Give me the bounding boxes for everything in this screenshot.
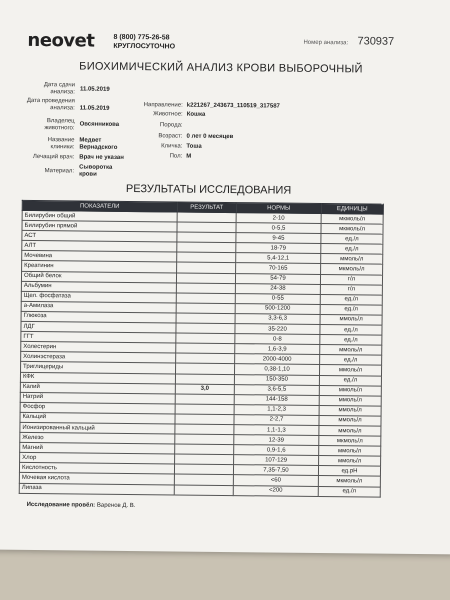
- unit-cell: ммоль/л: [319, 365, 381, 376]
- norm-cell: <60: [233, 475, 318, 486]
- phone-number: 8 (800) 775-26-58: [113, 33, 170, 42]
- doctor-value: Врач не указан: [79, 154, 124, 161]
- unit-cell: мкмоль/л: [318, 476, 380, 487]
- material-label: Материал:: [44, 168, 75, 175]
- unit-cell: мкмоль/л: [321, 213, 383, 224]
- result-cell: [175, 444, 234, 455]
- result-cell: [176, 363, 235, 374]
- owner-label: Владелец животного:: [44, 118, 75, 132]
- norm-cell: 3,3-6,3: [235, 314, 320, 325]
- norm-cell: 2-2,7: [234, 414, 319, 425]
- norm-cell: 70-165: [236, 263, 321, 274]
- indicator-cell: Кислотность: [19, 463, 174, 475]
- indicator-cell: а-Амилаза: [21, 301, 176, 313]
- norm-cell: 107-129: [234, 455, 319, 466]
- indicator-cell: Фосфор: [20, 402, 175, 414]
- indicator-cell: Альбумин: [21, 281, 176, 293]
- unit-cell: ммоль/л: [319, 405, 381, 416]
- date-analysis-value: 11.05.2019: [79, 105, 110, 112]
- indicator-cell: Общий белок: [21, 271, 176, 283]
- phone-block: [113, 33, 175, 52]
- indicator-cell: КФК: [20, 372, 175, 384]
- norm-cell: <200: [233, 485, 318, 496]
- indicator-cell: Холинэстераза: [21, 352, 176, 364]
- date-analysis-label: Дата проведения анализа:: [26, 97, 75, 112]
- result-cell: [174, 485, 233, 496]
- direction-value: k221267_243673_110519_317587: [186, 102, 280, 110]
- unit-cell: ед.pH: [318, 466, 380, 477]
- norm-cell: 3,6-5,5: [234, 384, 319, 395]
- indicator-cell: ГГТ: [21, 331, 176, 343]
- indicator-cell: Щел. фосфатаза: [21, 291, 176, 303]
- norm-cell: 7,35-7,50: [233, 465, 318, 476]
- result-cell: [177, 212, 236, 223]
- result-cell: [175, 454, 234, 465]
- indicator-cell: Ионизированный кальций: [20, 422, 175, 434]
- material-value: Сыворотка крови: [79, 164, 113, 178]
- unit-cell: г/л: [320, 284, 382, 295]
- unit-cell: ед./л: [321, 244, 383, 255]
- result-cell: [175, 373, 234, 384]
- indicator-cell: Глюкоза: [21, 311, 176, 323]
- date-collected-value: 11.05.2019: [79, 86, 110, 93]
- norm-cell: 150-350: [234, 374, 319, 385]
- unit-cell: ммоль/л: [319, 456, 381, 467]
- doctor-label: Лечащий врач:: [32, 153, 75, 161]
- unit-cell: ед./л: [321, 234, 383, 245]
- result-cell: 3,0: [175, 384, 234, 395]
- header-units: ЕДИНИЦЫ: [321, 203, 383, 214]
- unit-cell: ммоль/л: [320, 314, 382, 325]
- page-title: БИОХИМИЧЕСКИЙ АНАЛИЗ КРОВИ ВЫБОРОЧНЫЙ: [79, 60, 363, 76]
- norm-cell: 0-5,5: [236, 223, 321, 234]
- indicator-cell: АСТ: [22, 231, 177, 243]
- unit-cell: ед./л: [318, 486, 380, 497]
- header-norms: НОРМЫ: [236, 203, 321, 214]
- results-title: РЕЗУЛЬТАТЫ ИССЛЕДОВАНИЯ: [125, 182, 292, 197]
- logo: neovet: [27, 29, 95, 52]
- indicator-cell: Билирубин общий: [22, 210, 177, 222]
- nickname-label: Кличка:: [161, 143, 183, 150]
- unit-cell: г/л: [320, 274, 382, 285]
- results-table: [19, 200, 384, 497]
- indicator-cell: Натрий: [20, 392, 175, 404]
- unit-cell: ед./л: [320, 294, 382, 305]
- age-value: 0 лет 0 месяцев: [186, 133, 234, 141]
- sex-value: М: [186, 153, 192, 160]
- indicator-cell: Магний: [20, 443, 175, 455]
- result-cell: [174, 464, 233, 475]
- indicator-cell: Билирубин прямой: [22, 220, 177, 232]
- norm-cell: 24-38: [235, 283, 320, 294]
- unit-cell: ммоль/л: [319, 415, 381, 426]
- norm-cell: 5,4-12,1: [236, 253, 321, 264]
- unit-cell: ед./л: [320, 335, 382, 346]
- result-cell: [176, 323, 235, 334]
- norm-cell: 0,38-1,10: [234, 364, 319, 375]
- clinic-value: Медвет Вернадского: [79, 137, 118, 151]
- norm-cell: 144-158: [234, 394, 319, 405]
- result-cell: [174, 474, 233, 485]
- unit-cell: ед./л: [319, 375, 381, 386]
- unit-cell: ммоль/л: [319, 446, 381, 457]
- unit-cell: ммоль/л: [319, 385, 381, 396]
- indicator-cell: ЛДГ: [21, 321, 176, 333]
- indicator-cell: Кальций: [20, 412, 175, 424]
- result-cell: [175, 404, 234, 415]
- animal-value: Кошка: [186, 111, 206, 118]
- indicator-cell: Липаза: [19, 483, 174, 495]
- norm-cell: 2000-4000: [235, 354, 320, 365]
- result-cell: [175, 434, 234, 445]
- norm-cell: 1,1-2,3: [234, 404, 319, 415]
- date-collected-label: Дата сдачи анализа:: [43, 82, 76, 96]
- norm-cell: 1,1-1,3: [234, 425, 319, 436]
- nickname-value: Тоша: [186, 143, 202, 150]
- norm-cell: 18-79: [236, 243, 321, 254]
- norm-cell: 0-55: [235, 293, 320, 304]
- unit-cell: ммоль/л: [319, 395, 381, 406]
- indicator-cell: Железо: [20, 432, 175, 444]
- header-result: РЕЗУЛЬТАТ: [177, 202, 236, 213]
- indicator-cell: Мочевина: [22, 251, 177, 263]
- unit-cell: мкмоль/л: [321, 224, 383, 235]
- analysis-number-value: 730937: [357, 35, 395, 48]
- unit-cell: мкмоль/л: [319, 436, 381, 447]
- result-cell: [175, 414, 234, 425]
- norm-cell: 0,9-1,6: [234, 445, 319, 456]
- unit-cell: ед./л: [320, 304, 382, 315]
- clinic-label: Название клиники:: [47, 137, 75, 151]
- header-indicator: ПОКАЗАТЕЛИ: [22, 200, 177, 212]
- unit-cell: мкмоль/л: [321, 264, 383, 275]
- result-cell: [176, 313, 235, 324]
- result-cell: [175, 424, 234, 435]
- age-label: Возраст:: [158, 133, 183, 140]
- result-cell: [176, 343, 235, 354]
- result-cell: [177, 252, 236, 263]
- performed-by-label: Исследование провёл:: [26, 501, 96, 509]
- norm-cell: 1,6-3,9: [235, 344, 320, 355]
- indicator-cell: Хлор: [20, 453, 175, 465]
- indicator-cell: Креатинин: [22, 261, 177, 273]
- norm-cell: 12-39: [234, 435, 319, 446]
- indicator-cell: Мочевая кислота: [19, 473, 174, 485]
- performed-by-value: Варенов Д. В.: [96, 502, 136, 510]
- result-cell: [177, 262, 236, 273]
- result-cell: [177, 242, 236, 253]
- footer: [27, 502, 136, 509]
- animal-label: Животное:: [153, 111, 183, 118]
- result-cell: [177, 232, 236, 243]
- result-cell: [176, 273, 235, 284]
- result-cell: [176, 293, 235, 304]
- norm-cell: 500-1200: [235, 303, 320, 314]
- sex-label: Пол:: [169, 153, 183, 160]
- analysis-number-label: Номер анализа:: [303, 39, 349, 47]
- indicator-cell: Калий: [20, 382, 175, 394]
- result-cell: [176, 353, 235, 364]
- indicator-cell: АЛТ: [22, 241, 177, 253]
- indicator-cell: Холестерин: [21, 342, 176, 354]
- norm-cell: 0-8: [235, 334, 320, 345]
- hours-text: КРУГЛОСУТОЧНО: [113, 42, 176, 51]
- unit-cell: ед./л: [320, 325, 382, 336]
- norm-cell: 35-220: [235, 324, 320, 335]
- unit-cell: ммоль/л: [320, 345, 382, 356]
- direction-label: Направление:: [143, 102, 183, 109]
- result-cell: [176, 333, 235, 344]
- result-cell: [176, 303, 235, 314]
- result-cell: [177, 222, 236, 233]
- norm-cell: 2-10: [236, 213, 321, 224]
- unit-cell: ммоль/л: [321, 254, 383, 265]
- unit-cell: ед./л: [320, 355, 382, 366]
- owner-value: Овсянникова: [79, 121, 120, 128]
- result-cell: [176, 283, 235, 294]
- indicator-cell: Триглицериды: [21, 362, 176, 374]
- unit-cell: ммоль/л: [319, 425, 381, 436]
- breed-label: Порода:: [159, 122, 183, 129]
- result-cell: [175, 394, 234, 405]
- norm-cell: 9-45: [236, 233, 321, 244]
- norm-cell: 54-79: [235, 273, 320, 284]
